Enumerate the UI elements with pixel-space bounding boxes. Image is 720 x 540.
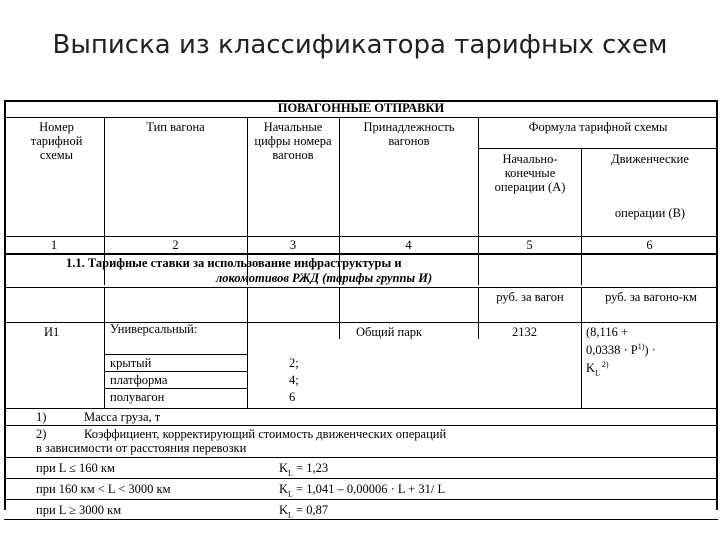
subsection-title-line2: локомотивов РЖД (тарифы группы И) (215, 271, 433, 285)
formula-line3: $K_L$ $^{2)}$ (586, 359, 609, 378)
coefficient-1: $K_L = 1,23$ (279, 461, 329, 478)
note-2-text-cont: в зависимости от расстояния перевозки (36, 441, 247, 455)
header-movement-operations-b: операции (В) (614, 206, 686, 220)
note-2-text: Коэффициент, корректирующий стоимость движенческих операций (84, 427, 447, 441)
wagon-type-platform: платформа (110, 373, 168, 387)
digits-covered: 2; (289, 356, 299, 370)
digits-gondola: 6 (289, 390, 296, 404)
note-2-number: 2) (36, 427, 47, 441)
column-number-1: 1 (50, 238, 58, 252)
digits-platform: 4; (289, 373, 299, 387)
header-scheme-number: Номер тарифной схемы (30, 120, 83, 162)
ownership-value: Общий парк (356, 325, 423, 339)
wagon-type-universal: Универсальный: (110, 322, 198, 336)
column-number-5: 5 (526, 238, 533, 252)
wagon-type-gondola: полувагон (110, 390, 165, 404)
formula-line1: (8,116 + (586, 325, 628, 339)
header-initial-digits: Начальные цифры номера вагонов (254, 120, 332, 162)
condition-3: при L ≥ 3000 км (36, 503, 122, 517)
column-number-3: 3 (289, 238, 297, 252)
classifier-excerpt-table (4, 100, 718, 520)
units-movement: руб. за вагоно-км (605, 290, 697, 304)
header-wagon-type: Тип вагона (146, 120, 205, 134)
terminal-rate-value: 2132 (512, 325, 537, 339)
wagon-type-covered: крытый (110, 356, 152, 370)
coefficient-2: $K_L = 1,041 - 0,00006 \cdot L + 31/$ L (279, 482, 446, 499)
column-number-6: 6 (646, 238, 653, 252)
units-terminal: руб. за вагон (496, 290, 564, 304)
header-movement-operations: Движенческие (611, 152, 689, 166)
header-ownership: Принадлежность вагонов (363, 120, 455, 148)
note-1-number: 1) (36, 410, 47, 424)
subsection-title-line1: 1.1. Тарифные ставки за использование инфраструктуры и (66, 256, 402, 270)
condition-2: при 160 км < L < 3000 км (36, 482, 171, 496)
formula-line2: $0,0338 \cdot P^{1)}$) · (586, 341, 656, 357)
slide-title: Выписка из классификатора тарифных схем (52, 30, 668, 60)
condition-1: при L ≤ 160 км (36, 461, 115, 475)
coefficient-3: $K_L = 0,87$ (279, 503, 329, 520)
column-number-2: 2 (172, 238, 179, 252)
header-formula: Формула тарифной схемы (528, 120, 668, 134)
header-terminal-operations: Начально-конечные операции (А) (494, 152, 566, 194)
scheme-code: И1 (44, 325, 60, 339)
note-1-text: Масса груза, т (84, 410, 161, 424)
section-title: ПОВАГОННЫЕ ОТПРАВКИ (277, 101, 445, 115)
column-number-4: 4 (405, 238, 412, 252)
movement-formula (586, 325, 716, 378)
